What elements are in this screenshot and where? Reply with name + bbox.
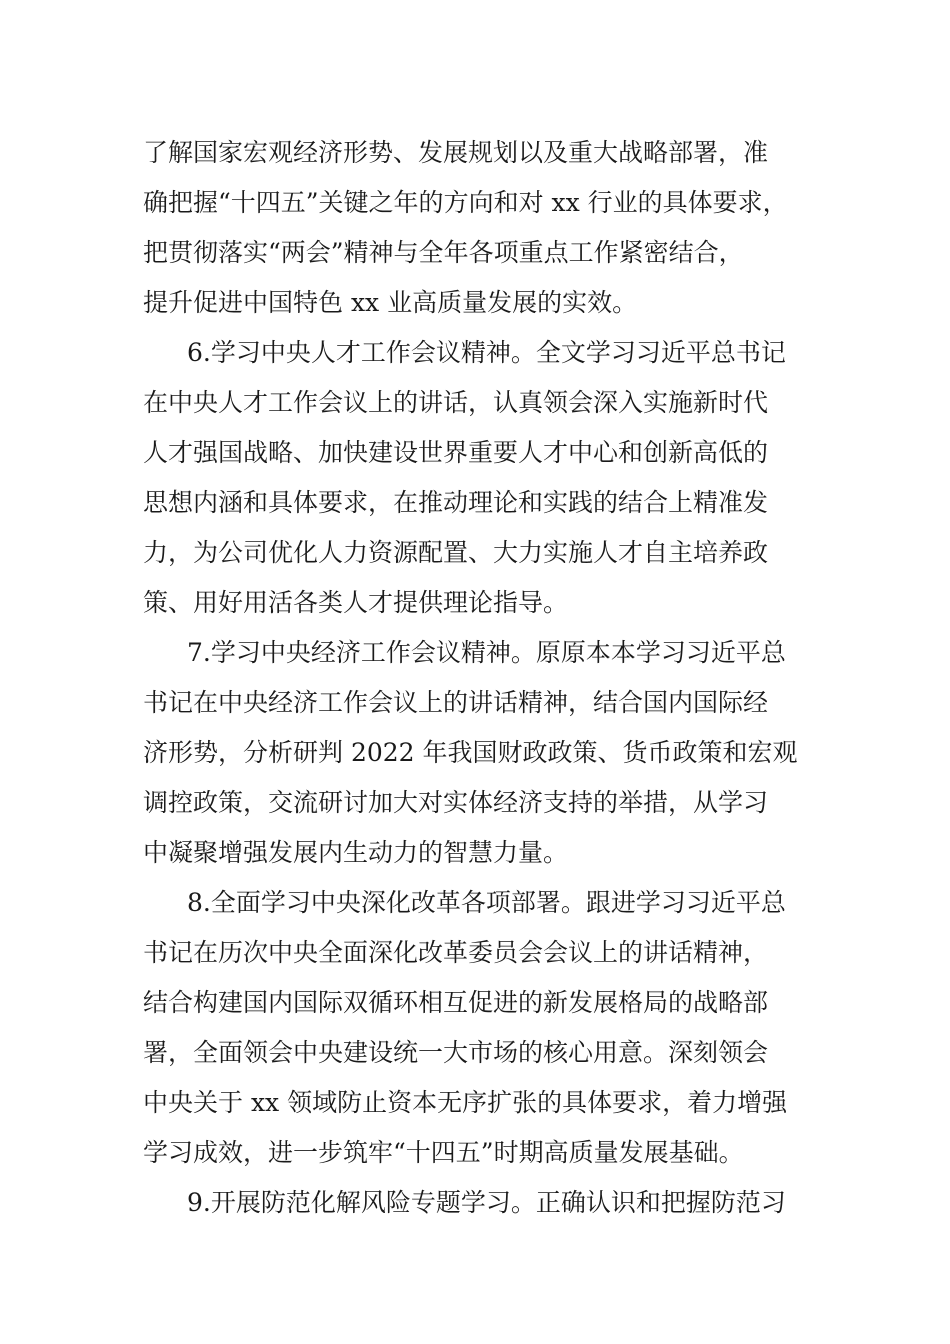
document-body: [143, 128, 813, 1228]
text-line: 7.学习中央经济工作会议精神。原原本本学习习近平总: [187, 638, 786, 667]
text-line: 确把握“十四五”关键之年的方向和对 xx 行业的具体要求，: [143, 188, 788, 217]
text-line: 思想内涵和具体要求，在推动理论和实践的结合上精准发: [143, 488, 769, 517]
paragraph-p6: [143, 328, 813, 628]
paragraph-p8: [143, 878, 813, 1178]
text-line: 了解国家宏观经济形势、发展规划以及重大战略部署，准: [143, 138, 769, 167]
text-line: 人才强国战略、加快建设世界重要人才中心和创新高低的: [143, 438, 769, 467]
text-line: 调控政策，交流研讨加大对实体经济支持的举措，从学习: [143, 788, 769, 817]
text-line: 8.全面学习中央深化改革各项部署。跟进学习习近平总: [187, 888, 786, 917]
paragraph-p0: [143, 128, 813, 328]
text-line: 把贯彻落实“两会”精神与全年各项重点工作紧密结合，: [143, 238, 744, 267]
text-line: 学习成效，进一步筑牢“十四五”时期高质量发展基础。: [143, 1138, 744, 1167]
text-line: 6.学习中央人才工作会议精神。全文学习习近平总书记: [187, 338, 786, 367]
text-line: 书记在历次中央全面深化改革委员会会议上的讲话精神，: [143, 938, 769, 967]
paragraph-p9: [143, 1178, 813, 1228]
text-line: 中凝聚增强发展内生动力的智慧力量。: [143, 838, 569, 867]
text-line: 提升促进中国特色 xx 业高质量发展的实效。: [143, 288, 638, 317]
text-line: 济形势，分析研判 2022 年我国财政政策、货币政策和宏观: [143, 738, 798, 767]
text-line: 9.开展防范化解风险专题学习。正确认识和把握防范习: [187, 1188, 786, 1217]
paragraph-p7: [143, 628, 813, 878]
text-line: 力，为公司优化人力资源配置、大力实施人才自主培养政: [143, 538, 769, 567]
text-line: 在中央人才工作会议上的讲话，认真领会深入实施新时代: [143, 388, 769, 417]
text-line: 书记在中央经济工作会议上的讲话精神，结合国内国际经: [143, 688, 769, 717]
text-line: 结合构建国内国际双循环相互促进的新发展格局的战略部: [143, 988, 769, 1017]
text-line: 中央关于 xx 领域防止资本无序扩张的具体要求，着力增强: [143, 1088, 788, 1117]
text-line: 策、用好用活各类人才提供理论指导。: [143, 588, 569, 617]
text-line: 署，全面领会中央建设统一大市场的核心用意。深刻领会: [143, 1038, 769, 1067]
